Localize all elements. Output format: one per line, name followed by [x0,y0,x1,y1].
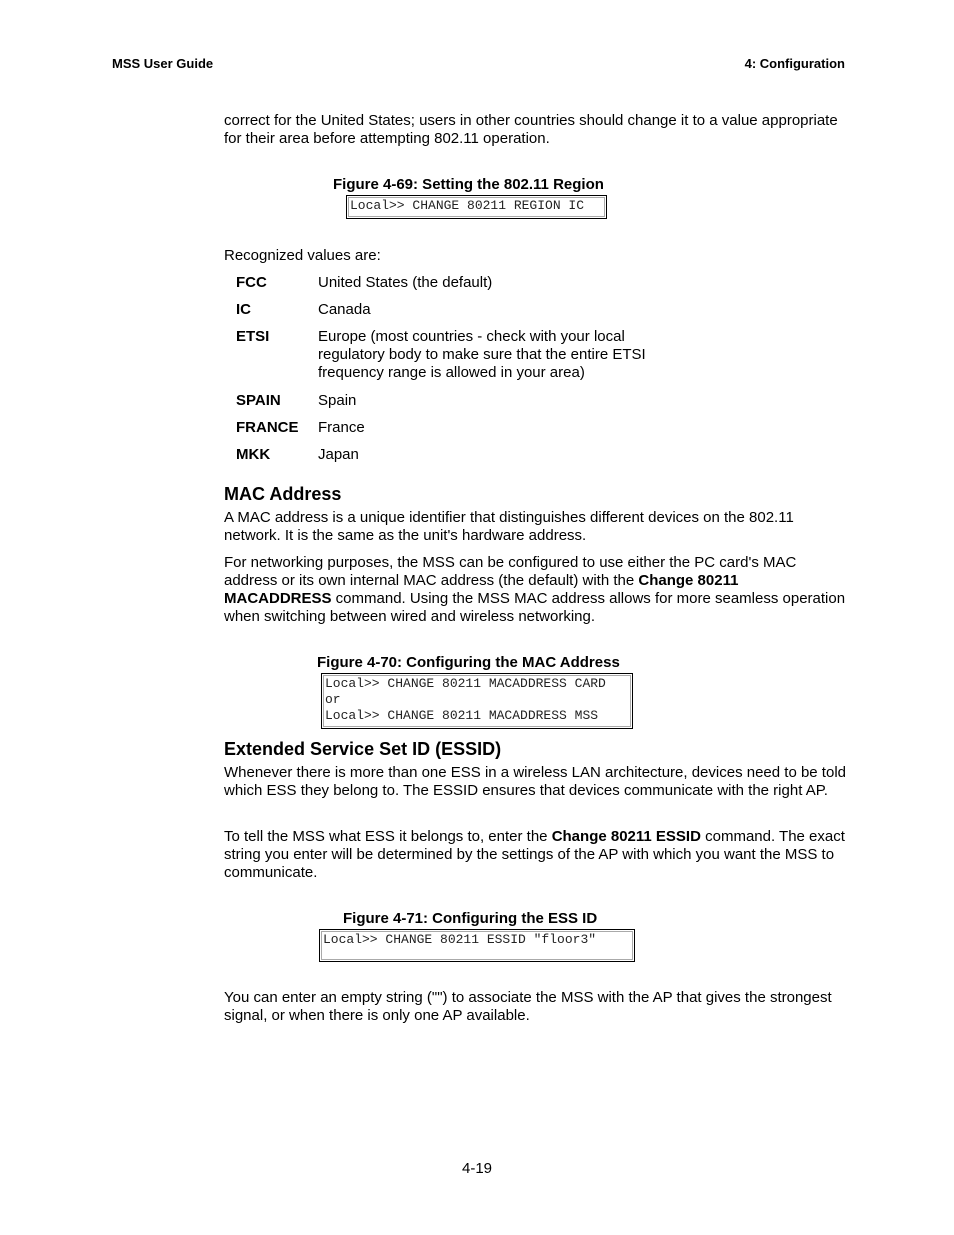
essid-paragraph-2 [224,828,846,882]
running-header-chapter: 4: Configuration [744,56,845,71]
running-header-title: MSS User Guide [112,56,214,71]
mac-p2-text-a: For networking purposes, the MSS can be configured to use either the PC card's MAC address or its own internal MAC address (the default) with the [224,554,797,589]
figure-4-69-caption: Figure 4-69: Setting the 802.11 Region [333,176,604,193]
mac-paragraph-2 [224,554,846,626]
region-desc: France [318,419,365,436]
recognized-values-label: Recognized values are: [224,247,381,264]
region-desc: Spain [318,392,357,409]
region-term: MKK [236,446,271,463]
code-line: Local>> CHANGE 80211 MACADDRESS CARD [325,676,606,691]
figure-4-70-code [321,673,633,729]
mac-address-heading: MAC Address [224,484,342,504]
page-number: 4-19 [461,1160,493,1177]
figure-4-70-caption: Figure 4-70: Configuring the MAC Address [317,654,620,671]
mac-paragraph-1: A MAC address is a unique identifier that distinguishes different devices on the 802.11 network. It is the same as the unit's hardware address. [224,509,794,544]
region-desc: Japan [318,446,359,463]
region-term: FCC [236,274,267,291]
mac-p2-command: Change 80211 MACADDRESS [224,572,739,607]
essid-heading: Extended Service Set ID (ESSID) [224,739,502,759]
essid-p2-text-c: command. The exact string you enter will be determined by the settings of the AP with which you want the MSS to communicate. [224,828,845,881]
region-term: FRANCE [236,419,299,436]
code-line: or [325,692,341,707]
essid-p2-text-a: To tell the MSS what ESS it belongs to, enter the [224,828,552,845]
code-line: Local>> CHANGE 80211 MACADDRESS MSS [325,708,599,723]
region-term: ETSI [236,328,270,345]
region-term: SPAIN [236,392,281,409]
intro-paragraph: correct for the United States; users in other countries should change it to a value appropriate for their area before attempting 802.11 operation. [224,112,838,147]
region-desc: Canada [318,301,371,318]
closing-paragraph: You can enter an empty string ("") to associate the MSS with the AP that gives the strongest signal, or when there is only one AP available. [224,989,832,1024]
figure-4-69-code: Local>> CHANGE 80211 REGION IC [346,195,607,219]
essid-paragraph-1: Whenever there is more than one ESS in a wireless LAN architecture, devices need to be told which ESS they belong to. The ESSID ensures that devices communicate with the right AP. [224,764,846,799]
region-desc: Europe (most countries - check with your local regulatory body to make sure that the entire ETSI frequency range is allowed in your area) [318,328,646,381]
region-term: IC [236,301,251,318]
region-desc: United States (the default) [318,274,493,291]
figure-4-71-caption: Figure 4-71: Configuring the ESS ID [343,910,598,927]
figure-4-71-code: Local>> CHANGE 80211 ESSID "floor3" [319,929,635,962]
essid-p2-command: Change 80211 ESSID [551,828,701,845]
mac-p2-text-c: command. Using the MSS MAC address allows for more seamless operation when switching between wired and wireless networking. [224,590,846,625]
